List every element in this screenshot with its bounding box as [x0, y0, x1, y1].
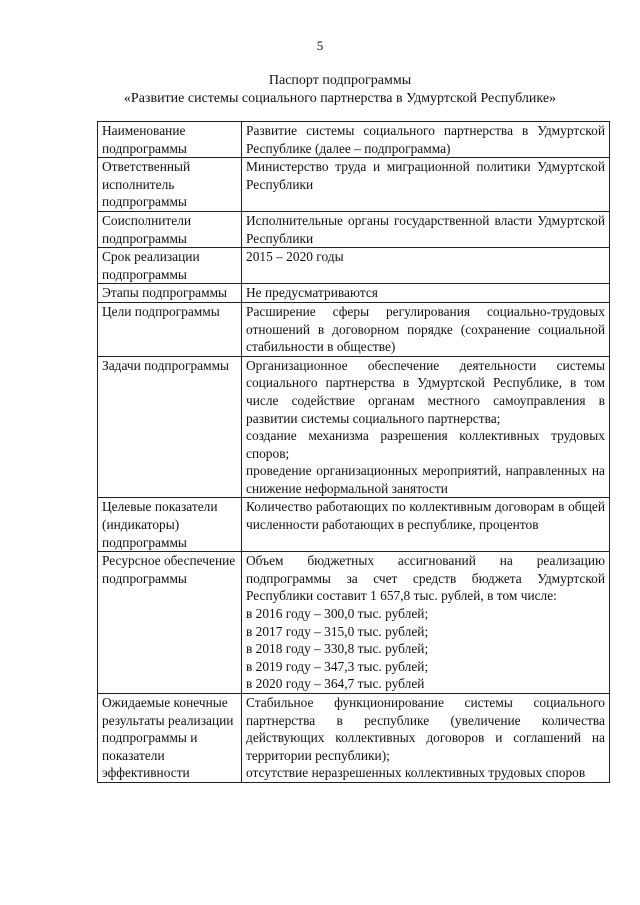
row-value [242, 122, 610, 158]
value-paragraph: Стабильное функционирование системы социального партнерства в республике (увеличение количества действующих коллективных договоров и соглашений на территории республики); [246, 695, 605, 763]
value-paragraph: Количество работающих по коллективным договорам в общей численности работающих в республике, процентов [246, 499, 605, 533]
row-label: Задачи подпрограммы [98, 356, 242, 498]
row-label: Срок реализации подпрограммы [98, 248, 242, 284]
row-value [242, 356, 610, 498]
value-paragraph: Исполнительные органы государственной власти Удмуртской Республики [246, 212, 605, 246]
table-row [98, 552, 610, 694]
row-value [242, 302, 610, 356]
row-label: Ответственный исполнитель подпрограммы [98, 158, 242, 212]
value-paragraph: Развитие системы социального партнерства в Удмуртской Республике (далее – подпрограмма) [246, 123, 605, 156]
row-label: Наименование подпрограммы [98, 122, 242, 158]
value-paragraph: создание механизма разрешения коллективных трудовых споров; [246, 428, 605, 461]
value-paragraph: в 2017 году – 315,0 тыс. рублей; [246, 623, 429, 639]
row-label: Ожидаемые конечные результаты реализации подпрограммы и показатели эффективности [98, 694, 242, 783]
document-title [40, 72, 640, 108]
row-label: Соисполнители подпрограммы [98, 211, 242, 247]
row-value [242, 552, 610, 694]
page-number: 5 [316, 38, 324, 53]
value-paragraph: 2015 – 2020 годы [246, 249, 344, 265]
value-paragraph: в 2018 году – 330,8 тыс. рублей; [246, 641, 429, 657]
row-value [242, 694, 610, 783]
row-value [242, 158, 610, 212]
value-paragraph: в 2019 году – 347,3 тыс. рублей; [246, 658, 429, 674]
table-row [98, 498, 610, 552]
row-label: Этапы подпрограммы [98, 284, 242, 303]
value-paragraph: Объем бюджетных ассигнований на реализацию подпрограммы за счет средств бюджета Удмуртской Республики составит 1 657,8 тыс. рублей, в том числе: [246, 553, 605, 604]
title-line-2: «Развитие системы социального партнерства в Удмуртской Республике» [123, 91, 557, 106]
value-paragraph: Расширение сферы регулирования социально-трудовых отношений в договорном порядке (сохранение социальной стабильности в обществе) [246, 303, 605, 355]
table-row [98, 356, 610, 498]
value-paragraph: Организационное обеспечение деятельности системы социального партнерства в Удмуртской Республике, в том числе содействие органам местного самоуправления в развитии системы социального партнерства; [246, 357, 605, 426]
table-row [98, 284, 610, 303]
row-value [242, 284, 610, 303]
row-value [242, 248, 610, 284]
row-label: Целевые показатели (индикаторы) подпрограммы [98, 498, 242, 552]
table-row [98, 302, 610, 356]
table-row [98, 158, 610, 212]
value-paragraph: отсутствие неразрешенных коллективных трудовых споров [246, 765, 586, 781]
row-value [242, 211, 610, 247]
value-paragraph: в 2016 году – 300,0 тыс. рублей; [246, 606, 429, 622]
passport-table [97, 121, 610, 783]
table-row [98, 122, 610, 158]
value-paragraph: проведение организационных мероприятий, направленных на снижение неформальной занятости [246, 463, 605, 496]
title-line-1: Паспорт подпрограммы [268, 73, 412, 88]
table-row [98, 694, 610, 783]
value-paragraph: Министерство труда и миграционной политики Удмуртской Республики [246, 159, 605, 192]
row-value [242, 498, 610, 552]
value-paragraph: в 2020 году – 364,7 тыс. рублей [246, 676, 425, 692]
table-row [98, 211, 610, 247]
row-label: Цели подпрограммы [98, 302, 242, 356]
value-paragraph: Не предусматриваются [246, 285, 378, 301]
row-label: Ресурсное обеспечение подпрограммы [98, 552, 242, 694]
table-row [98, 248, 610, 284]
